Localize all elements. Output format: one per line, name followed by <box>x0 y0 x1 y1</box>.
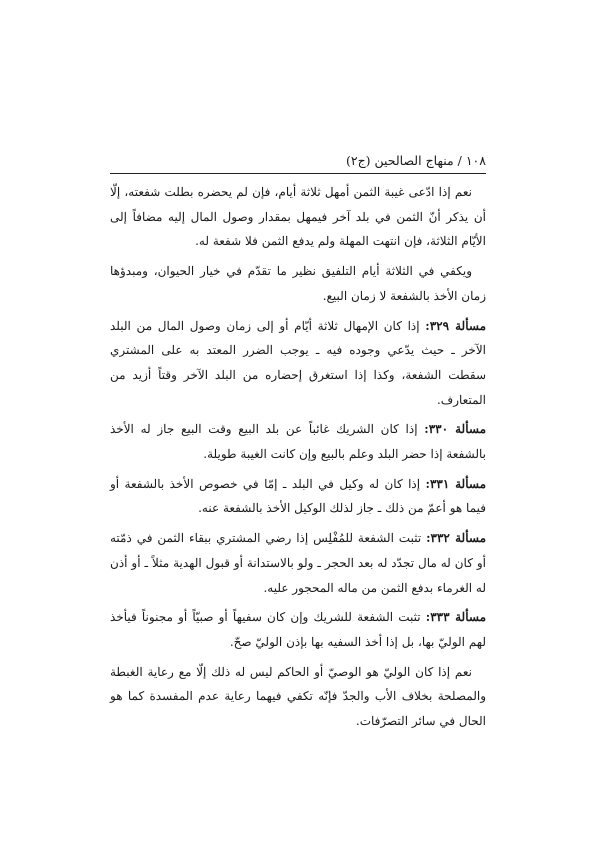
page-header <box>110 152 486 174</box>
paragraph-text: تثبت الشفعة للشريك وإن كان سفيهاً أو صبيّاً أو مجنوناً فيأخذ لهم الوليّ بها، بل إذا أخذ السفيه بها بإذن الوليّ صحّ. <box>110 610 486 649</box>
paragraph-text: إذا كان الشريك غائباً عن بلد البيع وقت البيع جاز له الأخذ بالشفعة إذا حضر البلد وعلم بالبيع وإن كانت الغيبة طويلة. <box>110 422 486 462</box>
issue-paragraph <box>110 472 486 521</box>
issue-paragraph <box>110 417 486 466</box>
page-header-text: ١٠٨ / منهاج الصالحين (ج٢) <box>345 153 486 168</box>
paragraph-text: تثبت الشفعة للمُفْلِس إذا رضي المشتري ببقاء الثمن في ذمّته أو كان له مال تجدّد له بعد الحجر ـ ولو بالاستدانة أو قبول الهدية مثلاً ـ أو أذن له الغرماء بدفع الثمن من ماله المحجور عليه. <box>110 531 486 595</box>
issue-paragraph <box>110 605 486 654</box>
issue-paragraph <box>110 314 486 413</box>
issue-label: مسألة ٣٣٠: <box>424 422 486 437</box>
paragraph <box>110 180 486 254</box>
issue-label: مسألة ٣٢٩: <box>425 318 486 333</box>
paragraph-text: إذا كان الإمهال ثلاثة أيّام أو إلى زمان وصول المال من البلد الآخر ـ حيث يدّعي وجوده فيه ـ يوجب الضرر المعتد به على المشتري سقطت الشفعة، وكذا إذا استغرق إحضاره من البلد الآخر وقتاً أزيد من المتعارف. <box>110 318 486 407</box>
issue-label: مسألة ٣٣٣: <box>425 610 486 625</box>
paragraph-text: نعم إذا كان الوليّ هو الوصيّ أو الحاكم ليس له ذلك إلّا مع رعاية الغبطة والمصلحة بخلاف الأب والجدّ فإنّه تكفي فيهما رعاية عدم المفسدة كما هو الحال في سائر التصرّفات. <box>110 664 486 729</box>
page-body <box>110 180 486 739</box>
paragraph-text: ويكفي في الثلاثة أيام التلفيق نظير ما تقدّم في خيار الحيوان، ومبدؤها زمان الأخذ بالشفعة لا زمان البيع. <box>110 264 486 303</box>
issue-label: مسألة ٣٣١: <box>425 476 486 491</box>
paragraph <box>110 259 486 308</box>
issue-paragraph <box>110 526 486 600</box>
issue-label: مسألة ٣٣٢: <box>426 531 486 546</box>
paragraph-text: إذا كان له وكيل في البلد ـ إمّا في خصوص الأخذ بالشفعة أو فيما هو أعمّ من ذلك ـ جاز لذلك الوكيل الأخذ بالشفعة عنه. <box>110 476 486 516</box>
paragraph-text: نعم إذا ادّعى غيبة الثمن أمهل ثلاثة أيام، فإن لم يحضره بطلت شفعته، إلّا أن يذكر أنّ الثمن في بلد آخر فيمهل بمقدار وصول المال إليه مضافاً إلى الأيّام الثلاثة، فإن انتهت المهلة ولم يدفع الثمن فلا شفعة له. <box>110 185 486 249</box>
paragraph <box>110 660 486 734</box>
